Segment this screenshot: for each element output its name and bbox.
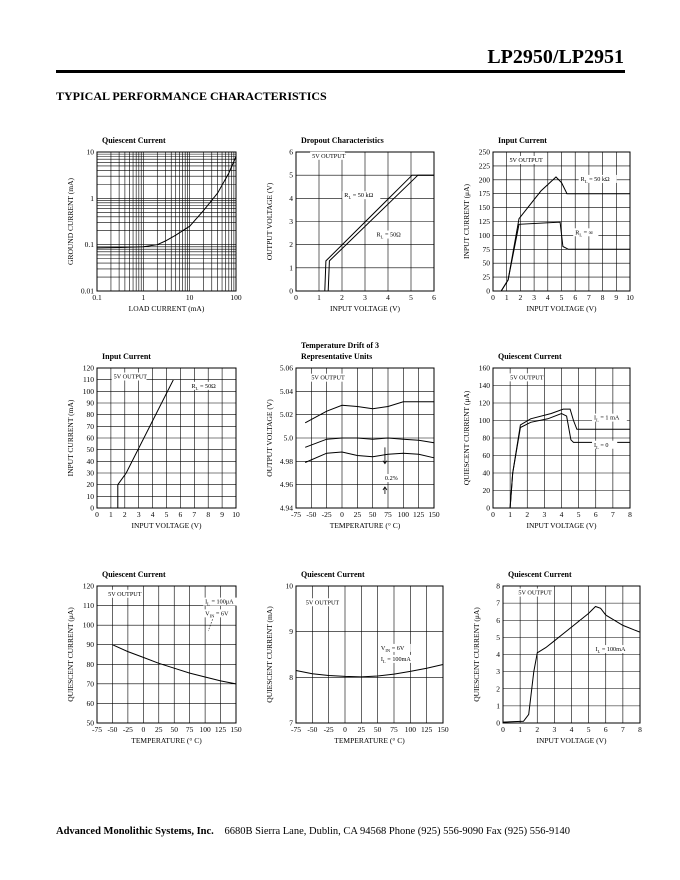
- x-tick-label: 25: [357, 725, 366, 734]
- footer-company: Advanced Monolithic Systems, Inc.: [56, 826, 214, 837]
- y-axis-label: QUIESCENT CURRENT (μA): [66, 607, 75, 702]
- y-tick-label: 5.02: [279, 410, 293, 420]
- x-tick-label: 2: [518, 293, 523, 302]
- chart-title: Quiescent Current: [498, 352, 562, 361]
- x-tick-label: 125: [214, 725, 227, 734]
- x-tick-label: 10: [185, 293, 194, 302]
- y-tick-label: 10: [285, 581, 293, 591]
- y-tick-label: 20: [86, 480, 94, 490]
- y-tick-label: 8: [496, 581, 500, 591]
- y-tick-label: 7: [496, 598, 500, 608]
- x-tick-label: -25: [321, 510, 332, 519]
- section-title: TYPICAL PERFORMANCE CHARACTERISTICS: [56, 89, 327, 103]
- y-tick-label: 0: [496, 718, 500, 728]
- y-tick-label: 110: [83, 375, 94, 385]
- x-tick-label: 25: [155, 725, 163, 734]
- y-axis-label: QUIESCENT CURRENT (μA): [472, 607, 481, 702]
- annotation-label: $I_L = 100\mu A$: [205, 598, 234, 607]
- x-tick-label: 4: [559, 510, 564, 519]
- x-axis-label: INPUT VOLTAGE (V): [526, 304, 597, 313]
- y-tick-label: 40: [86, 456, 94, 466]
- annotation-label: 5V OUTPUT: [312, 152, 346, 160]
- x-tick-label: 8: [206, 510, 211, 519]
- x-tick-label: -25: [323, 725, 334, 734]
- x-tick-label: 75: [384, 510, 392, 519]
- x-tick-label: 0: [343, 725, 347, 734]
- y-axis-label: GROUND CURRENT (mA): [66, 178, 75, 265]
- y-tick-label: 70: [86, 421, 94, 431]
- y-tick-label: 4.94: [279, 503, 293, 513]
- x-tick-label: -50: [306, 510, 317, 519]
- annotation-label: $R_L = 50$ kΩ: [344, 192, 374, 201]
- x-tick-label: 6: [573, 293, 578, 302]
- y-tick-label: 10: [86, 491, 94, 501]
- y-tick-label: 0.01: [80, 286, 94, 296]
- chart-title: Quiescent Current: [102, 570, 166, 579]
- x-tick-label: 50: [368, 510, 377, 519]
- y-tick-label: 9: [289, 627, 293, 637]
- x-axis-label: INPUT VOLTAGE (V): [536, 736, 607, 745]
- plot-frame: [296, 586, 443, 723]
- y-tick-label: 5.04: [279, 386, 293, 396]
- x-tick-label: 4: [386, 293, 390, 302]
- chart-c7: [66, 570, 242, 745]
- x-tick-label: 6: [603, 725, 608, 734]
- y-tick-label: 60: [86, 433, 94, 443]
- annotation-label: 5V OUTPUT: [509, 157, 543, 165]
- annotation-label: 5V OUTPUT: [108, 590, 142, 598]
- y-tick-label: 0: [486, 286, 490, 296]
- y-tick-label: 175: [478, 189, 490, 199]
- x-tick-label: 0: [501, 725, 505, 734]
- x-tick-label: 150: [230, 725, 242, 734]
- y-tick-label: 0: [486, 503, 490, 513]
- y-tick-label: 2: [496, 684, 500, 694]
- y-tick-label: 3: [289, 217, 293, 226]
- x-axis-label: INPUT VOLTAGE (V): [131, 521, 202, 530]
- annotation-label: $V_{IN} = 6V$: [380, 644, 405, 653]
- x-tick-label: 4: [545, 293, 550, 302]
- y-tick-label: 120: [82, 581, 94, 591]
- y-tick-label: 4: [496, 650, 500, 659]
- x-tick-label: 2: [340, 293, 344, 302]
- y-tick-label: 80: [86, 659, 94, 669]
- y-tick-label: 80: [86, 410, 94, 420]
- series-line: [510, 414, 630, 509]
- x-tick-label: 6: [593, 510, 598, 519]
- y-tick-label: 100: [82, 620, 94, 630]
- y-tick-label: 5: [496, 632, 500, 642]
- x-tick-label: -25: [122, 725, 133, 734]
- series-line: [296, 665, 443, 677]
- chart-c9: [472, 570, 642, 745]
- y-tick-label: 50: [482, 258, 490, 268]
- chart-c6: [462, 352, 632, 530]
- x-axis-label: TEMPERATURE (° C): [329, 521, 401, 530]
- y-tick-label: 4.98: [279, 456, 293, 466]
- y-tick-label: 200: [478, 175, 490, 185]
- y-axis-label: QUIESCENT CURRENT (μA): [462, 390, 471, 486]
- y-tick-label: 150: [478, 203, 490, 213]
- annotation-label: $R_L = 50$ kΩ: [580, 175, 610, 184]
- chart-c1: [66, 136, 242, 313]
- x-tick-label: 125: [413, 510, 425, 519]
- footer-address: 6680B Sierra Lane, Dublin, CA 94568 Phone (925) 556-9090 Fax (925) 556-9140: [224, 826, 571, 837]
- x-tick-label: 0: [491, 510, 495, 519]
- y-tick-label: 6: [496, 615, 500, 625]
- x-tick-label: 100: [230, 293, 242, 302]
- y-axis-label: OUTPUT VOLTAGE (V): [265, 182, 274, 261]
- x-tick-label: 3: [542, 510, 547, 519]
- y-tick-label: 70: [86, 679, 94, 689]
- y-tick-label: 250: [478, 147, 490, 157]
- x-tick-label: 0: [491, 293, 495, 302]
- x-tick-label: 8: [628, 510, 632, 519]
- x-tick-label: -75: [291, 510, 301, 519]
- x-axis-label: LOAD CURRENT (mA): [128, 304, 205, 313]
- chart-title: Input Current: [498, 136, 547, 145]
- annotation-label: 5V OUTPUT: [311, 374, 345, 382]
- annotation-label: $R_L = 50\Omega$: [376, 231, 401, 240]
- x-tick-label: -50: [107, 725, 118, 734]
- y-tick-label: 1: [289, 263, 293, 273]
- x-tick-label: 7: [192, 510, 197, 519]
- y-tick-label: 1: [496, 701, 500, 711]
- plot-frame: [97, 152, 236, 291]
- x-tick-label: 6: [432, 293, 436, 302]
- chart-title: Quiescent Current: [508, 570, 572, 579]
- x-tick-label: 1: [518, 725, 522, 734]
- chart-c2: [265, 136, 436, 313]
- x-tick-label: 100: [397, 510, 409, 519]
- x-tick-label: 2: [525, 510, 530, 519]
- x-tick-label: 4: [150, 510, 155, 519]
- x-tick-label: 25: [353, 510, 362, 519]
- y-tick-label: 50: [86, 718, 94, 728]
- x-tick-label: 0: [340, 510, 344, 519]
- y-tick-label: 110: [83, 601, 94, 611]
- y-tick-label: 90: [86, 398, 94, 408]
- x-tick-label: 0: [95, 510, 99, 519]
- x-tick-label: 3: [552, 725, 557, 734]
- y-tick-label: 60: [482, 451, 490, 460]
- y-tick-label: 1: [90, 193, 94, 203]
- series-line: [305, 452, 434, 463]
- y-tick-label: 80: [482, 433, 490, 443]
- y-tick-label: 2: [289, 240, 293, 250]
- y-tick-label: 50: [86, 445, 94, 455]
- page-title: LP2950/LP2951: [487, 46, 624, 68]
- x-axis-label: TEMPERATURE (° C): [131, 736, 202, 745]
- x-tick-label: -75: [291, 725, 301, 734]
- annotation-label: 5V OUTPUT: [510, 374, 544, 382]
- x-tick-label: 100: [404, 725, 416, 734]
- x-tick-label: 7: [621, 725, 625, 734]
- x-tick-label: 150: [428, 510, 440, 519]
- chart-title: Dropout Characteristics: [301, 136, 384, 145]
- y-tick-label: 120: [82, 363, 94, 373]
- chart-title: Representative Units: [301, 352, 373, 361]
- annotation-label: $I_L = 1$ mA: [594, 414, 620, 423]
- x-tick-label: 8: [600, 293, 605, 302]
- x-tick-label: 1: [317, 293, 321, 302]
- chart-c3: [462, 136, 634, 313]
- annotation-label: $R_L$ = ∞: [575, 229, 594, 238]
- y-tick-label: 90: [86, 640, 94, 650]
- x-tick-label: -75: [92, 725, 102, 734]
- annotation-label: 5V OUTPUT: [305, 599, 340, 607]
- chart-title: Quiescent Current: [102, 136, 166, 145]
- x-tick-label: 1: [508, 510, 512, 519]
- y-tick-label: 160: [478, 363, 490, 373]
- y-tick-label: 30: [86, 468, 94, 478]
- x-tick-label: 3: [363, 293, 367, 302]
- y-axis-label: INPUT CURRENT (mA): [66, 399, 75, 477]
- annotation-label: 5V OUTPUT: [113, 373, 148, 381]
- x-tick-label: 9: [220, 510, 224, 519]
- x-tick-label: 5: [586, 725, 591, 734]
- x-tick-label: 10: [232, 510, 240, 519]
- y-tick-label: 75: [482, 244, 490, 254]
- y-tick-label: 20: [482, 486, 490, 495]
- x-tick-label: 3: [532, 293, 536, 302]
- x-tick-label: 9: [614, 293, 619, 302]
- series-line: [118, 380, 174, 508]
- x-tick-label: 3: [136, 510, 141, 519]
- y-tick-label: 7: [289, 718, 293, 728]
- x-axis-label: INPUT VOLTAGE (V): [329, 304, 401, 313]
- x-tick-label: 6: [178, 510, 183, 519]
- y-tick-label: 4.96: [279, 480, 293, 490]
- x-axis-label: TEMPERATURE (° C): [334, 736, 405, 745]
- y-tick-label: 100: [478, 416, 490, 425]
- x-tick-label: 100: [199, 725, 211, 734]
- annotation-label: $V_{IN} = 6V$: [205, 610, 229, 619]
- y-tick-label: 40: [482, 468, 490, 478]
- x-tick-label: 150: [437, 725, 449, 734]
- x-tick-label: 2: [122, 510, 127, 519]
- annotation-label: 0.2%: [384, 475, 398, 482]
- y-axis-label: QUIESCENT CURRENT (mA): [265, 606, 274, 703]
- chart-c5: [265, 341, 440, 530]
- y-tick-label: 4: [289, 193, 293, 203]
- y-tick-label: 0: [289, 286, 293, 296]
- annotation-label: 5V OUTPUT: [518, 589, 552, 597]
- chart-title: Quiescent Current: [301, 570, 365, 579]
- chart-c4: [66, 352, 240, 530]
- x-tick-label: 75: [390, 725, 398, 734]
- x-tick-label: 1: [141, 293, 146, 302]
- chart-title: Input Current: [102, 352, 151, 361]
- y-tick-label: 25: [482, 272, 490, 282]
- x-tick-label: 0: [141, 725, 146, 734]
- series-line: [305, 402, 434, 423]
- y-tick-label: 6: [289, 147, 293, 157]
- y-tick-label: 100: [478, 230, 490, 240]
- annotation-label: $I_L = 100mA$: [595, 646, 626, 655]
- y-axis-label: INPUT CURRENT (μA): [462, 184, 471, 259]
- x-tick-label: 7: [611, 510, 615, 519]
- x-tick-label: 5: [559, 293, 564, 302]
- footer: [56, 826, 570, 837]
- x-tick-label: 8: [638, 725, 642, 734]
- x-tick-label: 4: [569, 725, 574, 734]
- series-line: [305, 438, 434, 447]
- annotation-label: $I_L = 100mA$: [380, 655, 411, 664]
- x-tick-label: 5: [409, 293, 413, 302]
- annotation-label: $I_L = 0$: [594, 441, 609, 450]
- x-axis-label: INPUT VOLTAGE (V): [526, 521, 597, 530]
- chart-title: Temperature Drift of 3: [301, 341, 379, 350]
- x-tick-label: 0: [294, 293, 298, 302]
- x-tick-label: 2: [535, 725, 540, 734]
- x-tick-label: 1: [504, 293, 509, 302]
- y-tick-label: 125: [478, 217, 490, 226]
- y-tick-label: 5.06: [279, 363, 293, 373]
- x-tick-label: 50: [170, 725, 178, 734]
- x-tick-label: 1: [109, 510, 113, 519]
- x-tick-label: 10: [626, 293, 634, 302]
- y-tick-label: 100: [82, 386, 94, 396]
- y-tick-label: 5: [289, 170, 293, 180]
- y-tick-label: 140: [478, 381, 490, 390]
- x-tick-label: -50: [307, 725, 318, 734]
- y-tick-label: 0.1: [84, 240, 94, 250]
- y-tick-label: 120: [478, 398, 490, 408]
- x-tick-label: 50: [373, 725, 382, 734]
- x-tick-label: 7: [587, 293, 591, 302]
- x-tick-label: 75: [185, 725, 194, 734]
- x-tick-label: 5: [164, 510, 169, 519]
- y-tick-label: 10: [86, 147, 94, 157]
- y-tick-label: 60: [86, 698, 94, 708]
- x-tick-label: 125: [421, 725, 433, 734]
- y-tick-label: 8: [289, 672, 293, 682]
- annotation-label: $R_L = 50\Omega$: [191, 382, 216, 391]
- y-tick-label: 0: [90, 503, 94, 513]
- chart-c8: [265, 570, 449, 745]
- x-tick-label: 5: [576, 510, 581, 519]
- y-tick-label: 3: [496, 667, 500, 677]
- x-tick-label: 0.1: [92, 293, 102, 302]
- plot-frame: [97, 586, 236, 723]
- y-axis-label: OUTPUT VOLTAGE (V): [265, 399, 274, 477]
- y-tick-label: 5.0: [283, 433, 293, 443]
- y-tick-label: 225: [478, 161, 490, 171]
